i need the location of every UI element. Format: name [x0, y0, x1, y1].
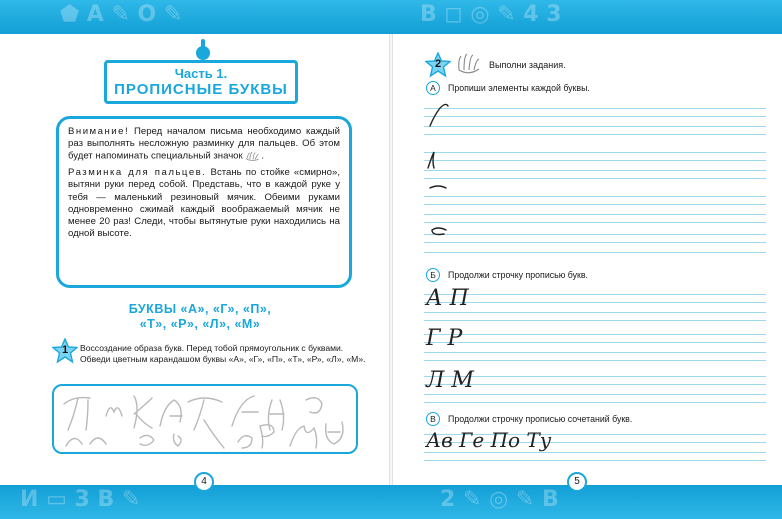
page-number-left: 4	[194, 472, 214, 492]
cursive-row-2: Г Р	[426, 326, 463, 351]
section-b-text: Продолжи строчку прописью букв.	[448, 270, 588, 280]
bottom-decor-band	[0, 485, 782, 519]
letters-heading-line1: БУКВЫ «А», «Г», «П»,	[128, 302, 272, 316]
cursive-elements	[424, 96, 484, 256]
book-spine	[389, 34, 393, 485]
section-a-marker: А	[426, 81, 440, 95]
cursive-combinations-row: Ав Ге По Ту	[426, 428, 552, 452]
task1-number: 1	[61, 344, 69, 356]
letters-heading-line2: «Т», «Р», «Л», «М»	[139, 317, 261, 331]
attention-end: .	[261, 150, 265, 162]
cursive-row-1: А П	[426, 286, 469, 311]
section-b-writing-lines[interactable]	[424, 282, 766, 408]
task2-number: 2	[434, 58, 442, 70]
hand-icon-large	[455, 52, 483, 74]
task1-star-icon	[52, 338, 78, 364]
part-title-line2: ПРОПИСНЫЕ БУКВЫ	[114, 81, 288, 98]
section-a-writing-lines[interactable]	[424, 96, 766, 256]
task2-text: Выполни задания.	[489, 60, 566, 70]
info-paragraph-1	[68, 126, 340, 163]
decor-glyphs-4: 2 ✎ ◎ ✎ B	[440, 487, 559, 512]
top-decor-band	[0, 0, 782, 34]
info-paragraph-2	[68, 167, 340, 240]
pin-head-icon	[196, 46, 210, 60]
warmup-label: Разминка для пальцев.	[68, 167, 207, 179]
task1-text: Воссоздание образа букв. Перед тобой прямоугольник с буквами. Обведи цветным карандашом буквы «А», «Г», «П», «Т», «Р», «Л», «М».	[80, 343, 366, 364]
section-a-text: Пропиши элементы каждой буквы.	[448, 83, 590, 93]
attention-text: Перед началом письма необходимо каждый раз выполнять несложную разминку для пальцев. Об этом будет напоминать специальный значок	[68, 126, 340, 162]
cursive-letters-drawing	[54, 386, 360, 456]
letters-heading	[100, 302, 300, 332]
info-box	[56, 116, 352, 288]
part-title-plaque	[104, 60, 298, 104]
cursive-row-3: Л М	[426, 368, 474, 393]
decor-glyphs: ⬟ A ✎ O ✎	[60, 2, 183, 27]
section-v-marker: В	[426, 412, 440, 426]
page-number-right: 5	[567, 472, 587, 492]
warmup-text: Встань по стойке «смирно», вытяни руки перед собой. Представь, что в каждой руке у тебя — маленький резиновый мячик. Обеими руками одновременно сжимай каждый воображаемый мячик не менее 20 раз! Следи, чтобы вытянутые руки находились на одной высоте.	[68, 167, 340, 240]
section-v-writing-lines[interactable]	[424, 424, 766, 466]
cursive-letters-box[interactable]	[52, 384, 358, 454]
task2-star-icon	[425, 52, 451, 78]
decor-glyphs-2: B ◻ ◎ ✎ 4 3	[420, 2, 562, 27]
hand-icon	[245, 150, 261, 162]
decor-glyphs-3: И ▭ 3 B ✎	[20, 487, 141, 512]
section-v-text: Продолжи строчку прописью сочетаний букв.	[448, 414, 633, 424]
part-title-line1: Часть 1.	[174, 66, 228, 81]
section-b-marker: Б	[426, 268, 440, 282]
attention-label: Внимание!	[68, 126, 130, 137]
